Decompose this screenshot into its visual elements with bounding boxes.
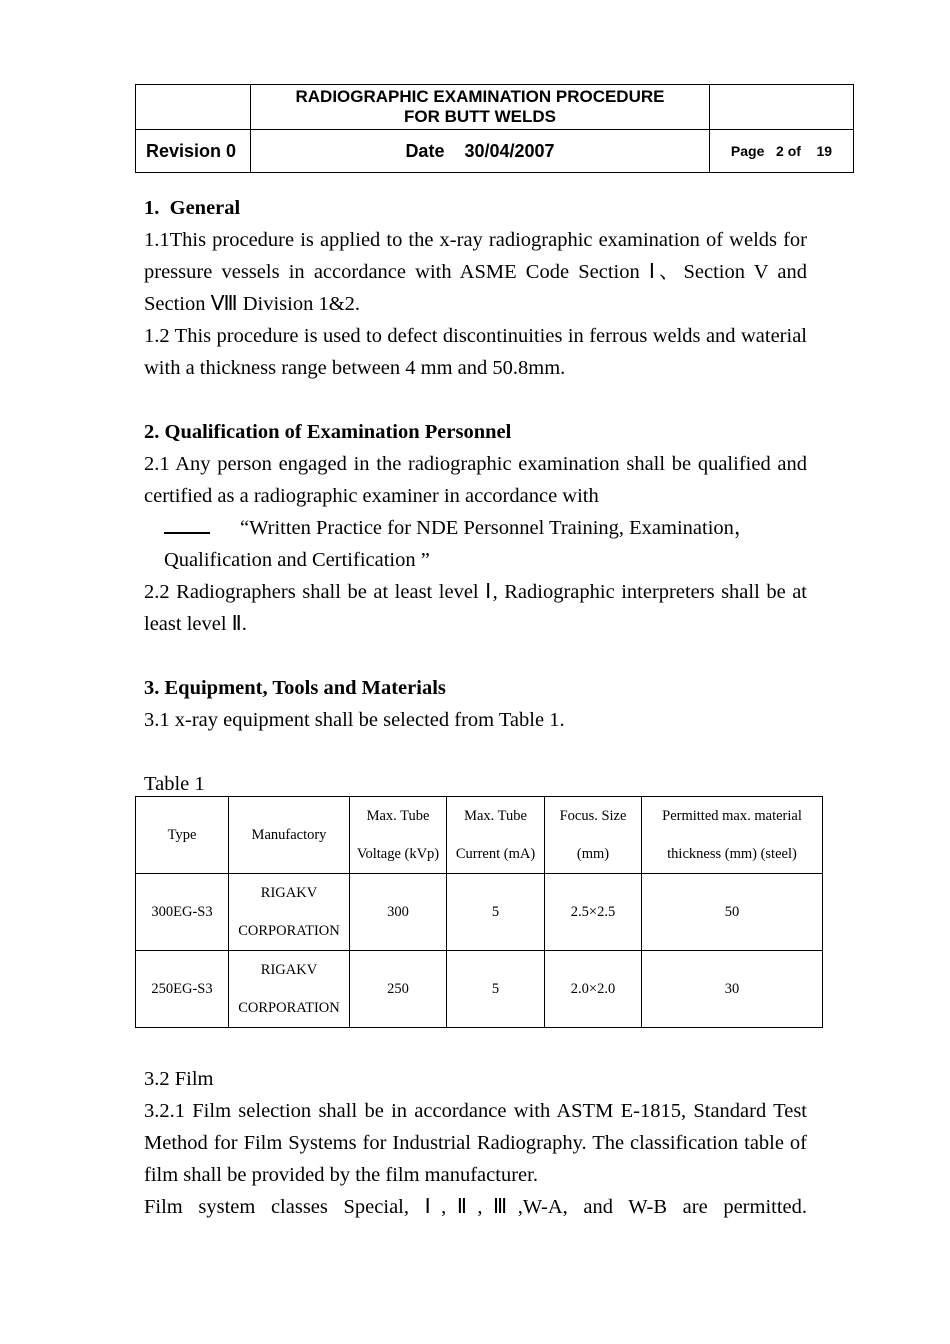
table-row xyxy=(136,951,823,1028)
paragraph-2-1: 2.1 Any person engaged in the radiographic examination shall be qualified and certified as a radiographic examiner in accordance with xyxy=(144,453,807,507)
header-title-line2: FOR BUTT WELDS xyxy=(403,107,557,126)
header-logo-cell xyxy=(136,85,251,130)
paragraph-2-1-cont xyxy=(144,512,807,576)
paragraph-2-2: 2.2 Radiographers shall be at least level Ⅰ, Radiographic interpreters shall be at least level Ⅱ. xyxy=(144,581,807,635)
cell-current: 5 xyxy=(447,874,545,951)
col-header-focus: Focus. Size (mm) xyxy=(545,797,642,874)
header-empty-cell xyxy=(710,85,854,130)
header-title xyxy=(251,85,710,130)
paragraph-1-2: 1.2 This procedure is used to defect discontinuities in ferrous welds and waterial with a thickness range between 4 mm and 50.8mm. xyxy=(144,325,807,379)
table-row xyxy=(136,874,823,951)
table-caption: Table 1 xyxy=(144,773,205,795)
section-3-heading: 3. Equipment, Tools and Materials xyxy=(144,677,446,699)
written-practice-text: “Written Practice for NDE Personnel Training, Examination，Qualification and Certification ” xyxy=(164,517,755,571)
section-3-2-heading: 3.2 Film xyxy=(144,1068,214,1090)
cell-focus: 2.5×2.5 xyxy=(545,874,642,951)
document-body xyxy=(144,192,807,800)
header-title-line1: RADIOGRAPHIC EXAMINATION PROCEDURE xyxy=(295,87,665,106)
cell-manufactory: RIGAKV CORPORATION xyxy=(229,951,350,1028)
cell-voltage: 300 xyxy=(350,874,447,951)
cell-type: 300EG-S3 xyxy=(136,874,229,951)
paragraph-3-2-1: 3.2.1 Film selection shall be in accordance with ASTM E-1815, Standard Test Method for Film Systems for Industrial Radiography. The classification table of film shall be provided by the film manufacturer. xyxy=(144,1100,807,1186)
document-body-continued xyxy=(144,1063,807,1223)
col-header-manufactory: Manufactory xyxy=(229,797,350,874)
paragraph-1-1: 1.1This procedure is applied to the x-ray radiographic examination of welds for pressure vessels in accordance with ASME Code Section Ⅰ、Section V and Section Ⅷ Division 1&2. xyxy=(144,229,807,315)
date-label: Date 30/04/2007 xyxy=(251,130,710,173)
document-header xyxy=(135,84,854,173)
col-header-thickness: Permitted max. material thickness (mm) (steel) xyxy=(642,797,823,874)
cell-focus: 2.0×2.0 xyxy=(545,951,642,1028)
section-1-heading: 1. General xyxy=(144,197,241,219)
col-header-type: Type xyxy=(136,797,229,874)
cell-current: 5 xyxy=(447,951,545,1028)
equipment-table xyxy=(135,796,823,1028)
blank-line xyxy=(164,512,210,534)
col-header-voltage: Max. Tube Voltage (kVp) xyxy=(350,797,447,874)
cell-manufactory: RIGAKV CORPORATION xyxy=(229,874,350,951)
page-number: Page 2 of 19 xyxy=(710,130,854,173)
cell-voltage: 250 xyxy=(350,951,447,1028)
paragraph-3-1: 3.1 x-ray equipment shall be selected from Table 1. xyxy=(144,709,565,731)
section-2-heading: 2. Qualification of Examination Personnel xyxy=(144,421,512,443)
paragraph-3-2-1-last: Film system classes Special, Ⅰ,Ⅱ,Ⅲ,W-A, and W-B are permitted. xyxy=(144,1196,807,1218)
revision-label: Revision 0 xyxy=(136,130,251,173)
col-header-current: Max. Tube Current (mA) xyxy=(447,797,545,874)
cell-thickness: 50 xyxy=(642,874,823,951)
cell-type: 250EG-S3 xyxy=(136,951,229,1028)
cell-thickness: 30 xyxy=(642,951,823,1028)
